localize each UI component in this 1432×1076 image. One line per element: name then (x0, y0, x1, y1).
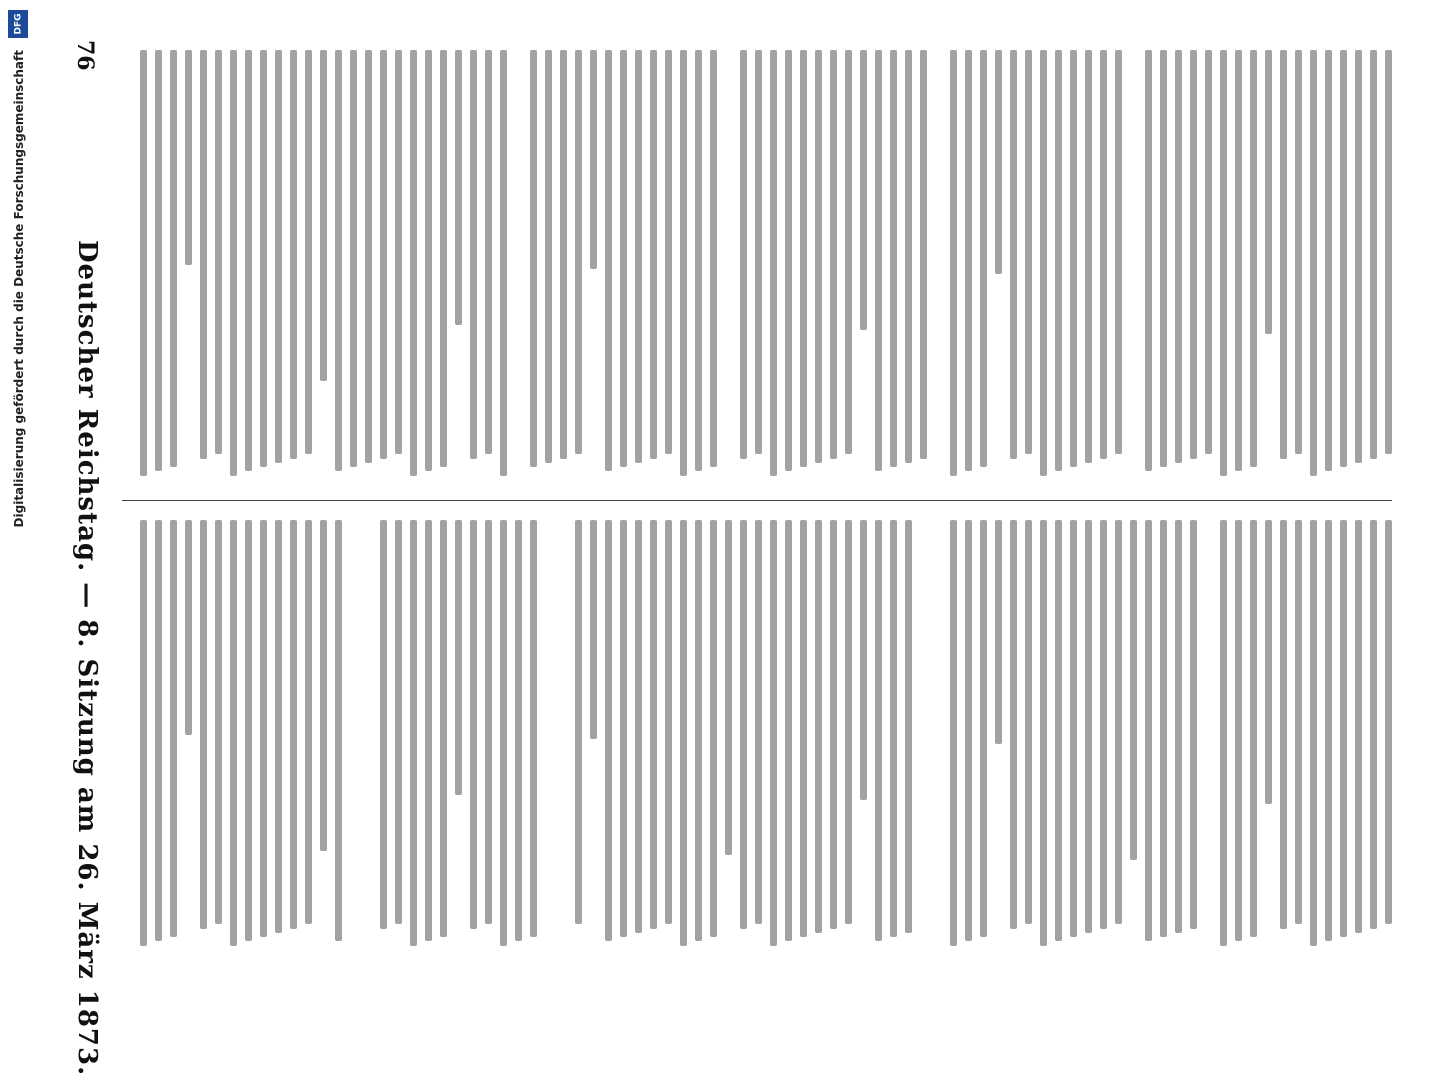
text-line (665, 520, 672, 924)
text-line (170, 520, 177, 937)
text-line (560, 50, 567, 459)
text-line (575, 520, 582, 924)
text-line (1070, 50, 1077, 467)
text-line (350, 50, 357, 467)
text-line (500, 520, 507, 946)
text-line (1235, 520, 1242, 941)
text-line (425, 520, 432, 941)
text-line (800, 50, 807, 467)
text-line (470, 50, 477, 459)
text-line (845, 50, 852, 454)
text-line (785, 50, 792, 471)
text-line (1265, 50, 1272, 334)
text-line (1190, 50, 1197, 459)
text-line (890, 50, 897, 467)
text-line (800, 520, 807, 937)
text-line (1115, 520, 1122, 924)
text-line (380, 50, 387, 459)
text-line (425, 50, 432, 471)
text-line (185, 520, 192, 735)
text-line (1010, 520, 1017, 929)
text-line (890, 520, 897, 937)
text-line (1385, 50, 1392, 454)
text-line (515, 520, 522, 941)
text-line (1385, 520, 1392, 924)
text-line (245, 50, 252, 471)
text-line (410, 520, 417, 946)
text-line (620, 50, 627, 467)
text-line (275, 50, 282, 463)
text-line (1100, 520, 1107, 929)
text-line (590, 520, 597, 739)
text-line (710, 50, 717, 467)
text-line (260, 520, 267, 937)
text-line (1145, 50, 1152, 471)
text-line (815, 520, 822, 933)
text-line (875, 50, 882, 471)
text-line (785, 520, 792, 941)
text-line (590, 50, 597, 269)
text-line (740, 520, 747, 929)
text-line (710, 520, 717, 937)
text-line (395, 50, 402, 454)
text-line (875, 520, 882, 941)
text-line (1310, 520, 1317, 946)
text-line (950, 520, 957, 946)
text-line (695, 520, 702, 941)
text-line (305, 520, 312, 924)
text-line (1175, 520, 1182, 933)
text-line (1340, 520, 1347, 937)
text-line (830, 520, 837, 929)
text-line (530, 50, 537, 467)
text-line (215, 50, 222, 454)
text-line (1025, 520, 1032, 924)
page-header (62, 40, 102, 1076)
text-line (1250, 50, 1257, 467)
running-header-title: Deutscher Reichstag. — 8. Sitzung am 26. März 1873. (72, 240, 102, 1076)
text-line (995, 520, 1002, 744)
text-line (395, 520, 402, 924)
text-line (575, 50, 582, 454)
text-line (1205, 50, 1212, 454)
text-line (245, 520, 252, 941)
text-line (1280, 520, 1287, 929)
text-line (1190, 520, 1197, 929)
text-line (995, 50, 1002, 274)
text-line (905, 520, 912, 933)
text-column-left (122, 50, 1392, 480)
text-line (1025, 50, 1032, 454)
text-line (770, 50, 777, 476)
text-line (1265, 520, 1272, 804)
text-line (290, 50, 297, 459)
text-line (230, 520, 237, 946)
text-line (1070, 520, 1077, 937)
text-line (1115, 50, 1122, 454)
text-line (815, 50, 822, 463)
text-line (620, 520, 627, 937)
text-line (1280, 50, 1287, 459)
text-line (650, 50, 657, 459)
text-line (1250, 520, 1257, 937)
text-line (200, 520, 207, 929)
text-line (860, 520, 867, 800)
text-line (365, 50, 372, 463)
text-line (215, 520, 222, 924)
text-line (545, 50, 552, 463)
text-line (1085, 50, 1092, 463)
text-line (440, 50, 447, 467)
text-line (755, 50, 762, 454)
text-line (275, 520, 282, 933)
text-line (1220, 520, 1227, 946)
text-line (605, 50, 612, 471)
text-line (635, 520, 642, 933)
text-line (185, 50, 192, 265)
text-line (830, 50, 837, 459)
text-line (335, 520, 342, 941)
text-line (635, 50, 642, 463)
text-line (320, 520, 327, 851)
text-line (1055, 520, 1062, 941)
text-line (155, 50, 162, 471)
text-line (665, 50, 672, 454)
text-line (1040, 50, 1047, 476)
text-line (1370, 520, 1377, 929)
text-line (1055, 50, 1062, 471)
text-line (1010, 50, 1017, 459)
text-line (440, 520, 447, 937)
text-line (1295, 50, 1302, 454)
text-line (455, 520, 462, 795)
text-line (605, 520, 612, 941)
text-line (200, 50, 207, 459)
text-line (860, 50, 867, 330)
text-line (140, 520, 147, 946)
text-line (1235, 50, 1242, 471)
text-line (530, 520, 537, 937)
text-line (950, 50, 957, 476)
text-line (680, 520, 687, 946)
text-line (1160, 520, 1167, 937)
text-line (455, 50, 462, 325)
digitization-credit: Digitalisierung gefördert durch die Deutsche Forschungsgemeinschaft (12, 50, 26, 528)
text-line (695, 50, 702, 471)
text-line (965, 520, 972, 941)
text-line (755, 520, 762, 924)
text-line (290, 520, 297, 929)
text-line (770, 520, 777, 946)
text-line (1355, 520, 1362, 933)
text-line (260, 50, 267, 467)
text-line (965, 50, 972, 471)
text-line (1355, 50, 1362, 463)
text-line (980, 50, 987, 467)
text-line (335, 50, 342, 471)
text-line (1040, 520, 1047, 946)
text-column-right (122, 520, 1392, 950)
text-line (740, 50, 747, 459)
text-line (1100, 50, 1107, 459)
page-number: 76 (72, 40, 98, 71)
text-line (320, 50, 327, 381)
text-line (1325, 50, 1332, 471)
text-line (1160, 50, 1167, 467)
text-line (1310, 50, 1317, 476)
text-line (845, 520, 852, 924)
text-line (1175, 50, 1182, 463)
column-divider (122, 500, 1392, 501)
text-line (1085, 520, 1092, 933)
text-line (650, 520, 657, 929)
text-line (1295, 520, 1302, 924)
text-line (500, 50, 507, 476)
text-line (905, 50, 912, 463)
text-line (380, 520, 387, 929)
text-line (680, 50, 687, 476)
text-line (1325, 520, 1332, 941)
text-line (920, 50, 927, 459)
text-line (155, 520, 162, 941)
dfg-logo: DFG (8, 10, 28, 38)
text-line (305, 50, 312, 454)
text-line (485, 520, 492, 924)
text-line (1370, 50, 1377, 459)
text-line (1130, 520, 1137, 860)
text-line (725, 520, 732, 855)
text-line (485, 50, 492, 454)
text-line (470, 520, 477, 929)
text-line (230, 50, 237, 476)
text-line (1340, 50, 1347, 467)
text-line (1145, 520, 1152, 941)
text-line (140, 50, 147, 476)
text-line (170, 50, 177, 467)
text-line (980, 520, 987, 937)
text-line (410, 50, 417, 476)
text-line (1220, 50, 1227, 476)
